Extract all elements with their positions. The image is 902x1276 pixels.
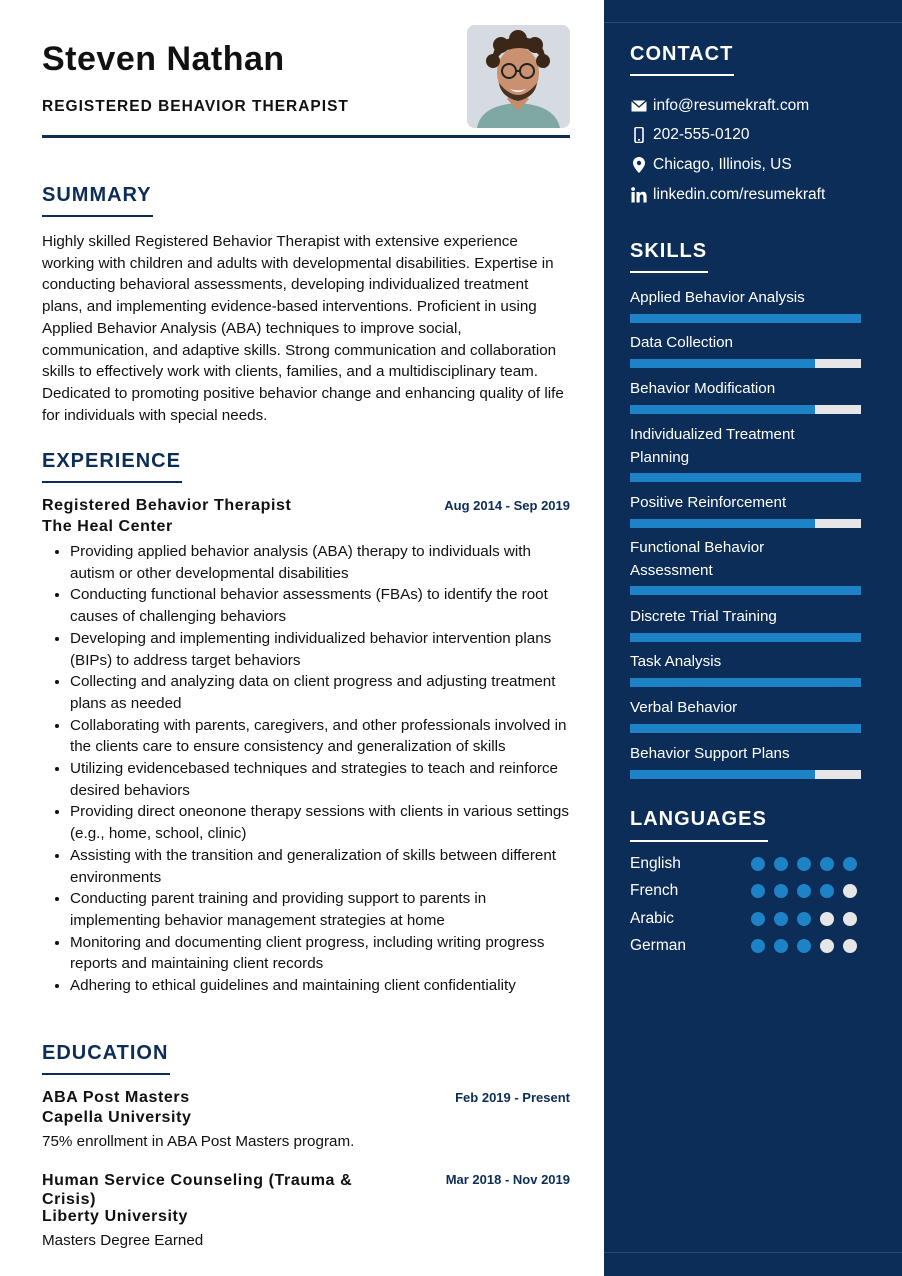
language-item [630, 937, 870, 957]
skill-bar-fill [630, 473, 861, 482]
job-bullet: • Assisting with the transition and generalization of skills between different environments [70, 845, 570, 888]
skill-bar [630, 770, 861, 779]
languages-underline [630, 840, 768, 842]
languages-heading: LANGUAGES [630, 808, 767, 830]
skill-item [630, 332, 861, 368]
contact-email-text: info@resumekraft.com [653, 97, 810, 114]
language-dot-filled [774, 939, 788, 953]
language-dot-filled [774, 884, 788, 898]
email-icon [630, 97, 648, 115]
skill-bar-fill [630, 678, 861, 687]
skill-bar [630, 678, 861, 687]
skill-item [630, 743, 861, 779]
skill-bar [630, 519, 861, 528]
contact-location-text: Chicago, Illinois, US [653, 156, 792, 173]
summary-underline [42, 215, 153, 217]
language-dot-empty [843, 912, 857, 926]
job-bullet: • Monitoring and documenting client progress, including writing progress reports and maintaining client records [70, 932, 570, 975]
skill-bar [630, 473, 861, 482]
language-dot-filled [820, 857, 834, 871]
job-bullet: • Utilizing evidencebased techniques and strategies to teach and reinforce desired behaviors [70, 758, 570, 801]
experience-underline [42, 481, 182, 483]
skill-name: Behavior Support Plans [630, 745, 790, 762]
contact-underline [630, 74, 734, 76]
skill-name: Task Analysis [630, 653, 722, 670]
skill-bar-fill [630, 405, 815, 414]
job-bullet: • Conducting functional behavior assessments (FBAs) to identify the root causes of challenging behaviors [70, 584, 570, 627]
skill-name: Verbal Behavior [630, 699, 738, 716]
profile-portrait-icon [467, 25, 570, 128]
skill-name: Data Collection [630, 334, 733, 351]
skill-item [630, 697, 861, 733]
skill-bar-fill [630, 724, 861, 733]
language-dots [751, 912, 866, 926]
education-heading: EDUCATION [42, 1042, 169, 1064]
language-item [630, 855, 870, 875]
skill-item [630, 492, 861, 528]
skill-bar-fill [630, 359, 815, 368]
language-dot-filled [797, 884, 811, 898]
skill-name: Positive Reinforcement [630, 494, 787, 511]
job-title: Registered Behavior Therapist [42, 497, 292, 514]
language-dot-filled [751, 857, 765, 871]
education-description: 75% enrollment in ABA Post Masters program. [42, 1133, 355, 1150]
location-pin-icon [630, 156, 648, 174]
phone-icon [630, 126, 648, 144]
language-dot-filled [797, 857, 811, 871]
language-dot-filled [751, 884, 765, 898]
skill-item [630, 606, 861, 642]
job-bullet: • Developing and implementing individualized behavior intervention plans (BIPs) to address target behaviors [70, 628, 570, 671]
contact-linkedin-text: linkedin.com/resumekraft [653, 186, 826, 203]
experience-heading: EXPERIENCE [42, 450, 181, 472]
skill-bar [630, 314, 861, 323]
skill-bar [630, 405, 861, 414]
contact-location [630, 155, 792, 175]
language-name: German [630, 937, 686, 954]
candidate-title: REGISTERED BEHAVIOR THERAPIST [42, 98, 349, 115]
language-dot-filled [751, 912, 765, 926]
language-dot-empty [843, 884, 857, 898]
language-dot-filled [774, 857, 788, 871]
language-name: French [630, 882, 679, 899]
language-dot-filled [797, 939, 811, 953]
header-divider [42, 135, 570, 138]
skill-item [630, 378, 861, 414]
skills-underline [630, 271, 708, 273]
linkedin-icon [630, 186, 648, 204]
profile-photo [467, 25, 570, 128]
skill-item [630, 537, 861, 595]
language-dot-filled [774, 912, 788, 926]
sidebar-top-divider [604, 22, 902, 23]
sidebar [604, 0, 902, 1276]
job-organization: The Heal Center [42, 518, 173, 535]
skill-item [630, 651, 861, 687]
skill-bar [630, 586, 861, 595]
skill-name: Individualized Treatment Planning [630, 426, 795, 466]
skill-bar [630, 633, 861, 642]
skills-heading: SKILLS [630, 240, 708, 262]
job-bullet: • Collaborating with parents, caregivers, and other professionals involved in the clients care to ensure consistency and generalization of skills [70, 715, 570, 758]
skill-item [630, 287, 861, 323]
skill-bar [630, 359, 861, 368]
language-dot-empty [820, 939, 834, 953]
job-bullet: • Providing direct oneonone therapy sessions with clients in various settings (e.g., home, school, clinic) [70, 801, 570, 844]
skill-bar-fill [630, 519, 815, 528]
education-school: Capella University [42, 1109, 192, 1126]
summary-heading: SUMMARY [42, 184, 152, 206]
language-dot-filled [820, 884, 834, 898]
skill-bar [630, 724, 861, 733]
language-name: Arabic [630, 910, 674, 927]
job-bullet: • Collecting and analyzing data on client progress and adjusting treatment plans as needed [70, 671, 570, 714]
education-degree: ABA Post Masters [42, 1089, 190, 1106]
language-dot-empty [820, 912, 834, 926]
sidebar-bottom-divider [604, 1252, 902, 1253]
language-name: English [630, 855, 681, 872]
education-degree: Human Service Counseling (Trauma & Crisis) [42, 1172, 353, 1208]
job-bullet: • Adhering to ethical guidelines and maintaining client confidentiality [70, 975, 570, 997]
skill-name: Behavior Modification [630, 380, 776, 397]
language-dots [751, 857, 866, 871]
language-dot-empty [843, 939, 857, 953]
skill-name: Discrete Trial Training [630, 608, 777, 625]
language-item [630, 882, 870, 902]
skill-bar-fill [630, 586, 861, 595]
education-dates: Feb 2019 - Present [455, 1090, 570, 1105]
language-dots [751, 884, 866, 898]
language-item [630, 910, 870, 930]
education-dates: Mar 2018 - Nov 2019 [445, 1172, 570, 1187]
job-bullet: • Conducting parent training and providing support to parents in implementing behavior management strategies at home [70, 888, 570, 931]
job-dates: Aug 2014 - Sep 2019 [444, 498, 570, 513]
education-underline [42, 1073, 170, 1075]
skill-bar-fill [630, 770, 815, 779]
language-dot-filled [751, 939, 765, 953]
job-bullet-list [42, 541, 570, 997]
contact-heading: CONTACT [630, 43, 734, 65]
candidate-name: Steven Nathan [42, 40, 285, 78]
contact-linkedin[interactable] [630, 185, 825, 205]
contact-email[interactable] [630, 96, 809, 116]
skill-item [630, 424, 861, 482]
skill-bar-fill [630, 633, 861, 642]
language-dot-filled [843, 857, 857, 871]
skill-bar-fill [630, 314, 861, 323]
education-description: Masters Degree Earned [42, 1232, 204, 1249]
job-bullet: • Providing applied behavior analysis (ABA) therapy to individuals with autism or other developmental disabilities [70, 541, 570, 584]
contact-phone-text: 202-555-0120 [653, 126, 750, 143]
skill-name: Applied Behavior Analysis [630, 289, 805, 306]
skill-name: Functional Behavior Assessment [630, 539, 765, 579]
summary-text: Highly skilled Registered Behavior Therapist with extensive experience working with children and adults with developmental disabilities. Expertise in conducting behavioral assessments, developing individualized treatment plans, and implementing evidence-based interventions. Proficient in using Applied Behavior Analysis (ABA) techniques to improve social, communication, and adaptive skills. Strong communication and collaboration skills to effectively work with clients, families, and a multidisciplinary team. Dedicated to promoting positive behavior change and enhancing quality of life for individuals with special needs. [42, 233, 564, 424]
language-dots [751, 939, 866, 953]
education-school: Liberty University [42, 1208, 188, 1225]
contact-phone[interactable] [630, 125, 750, 145]
language-dot-filled [797, 912, 811, 926]
